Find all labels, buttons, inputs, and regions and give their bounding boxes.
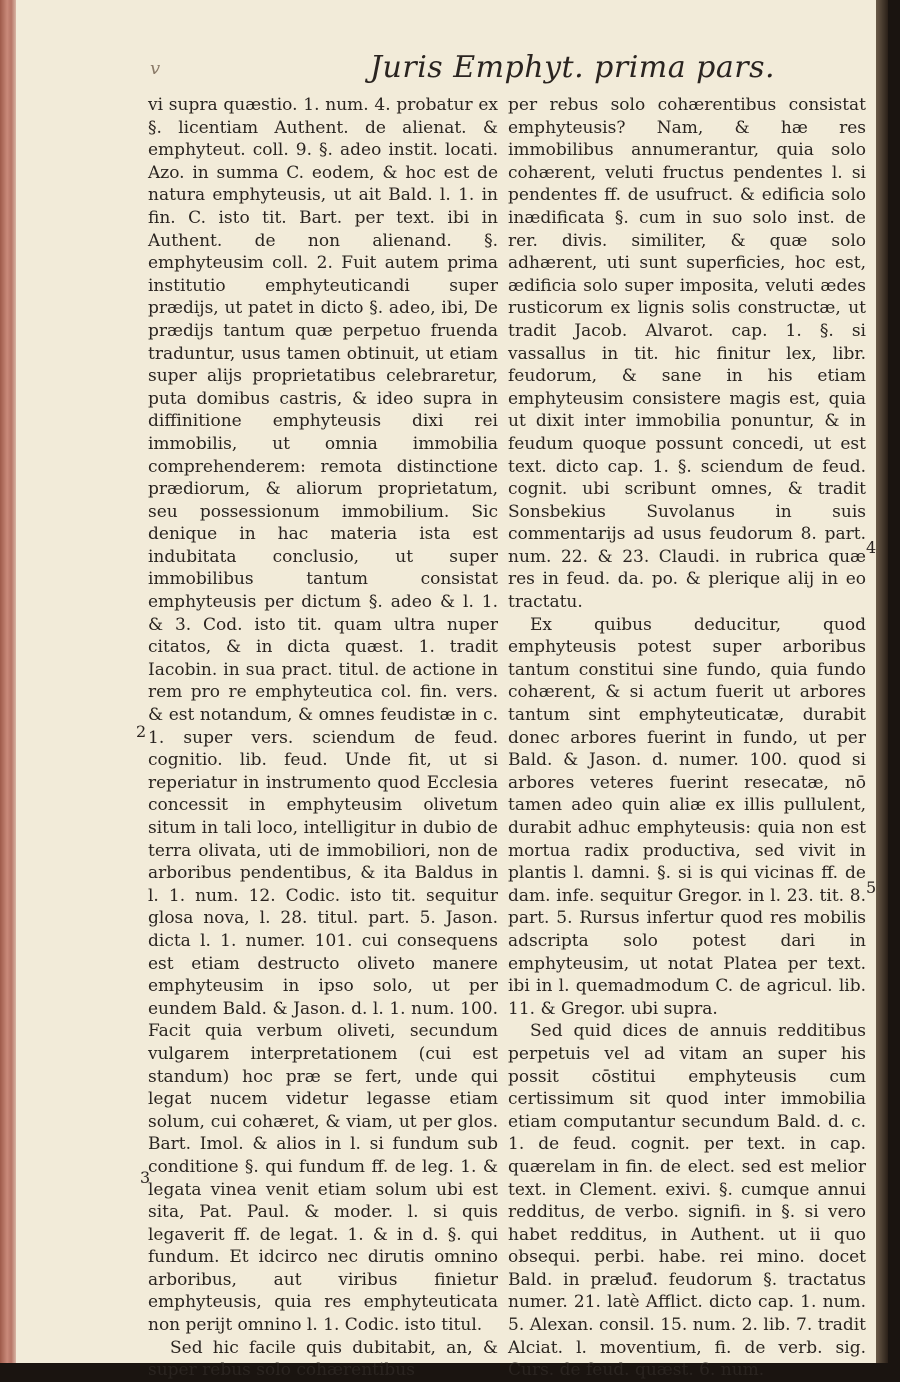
binding-spine bbox=[0, 0, 16, 1363]
left-paragraph: vi supra quæstio. 1. num. 4. probatur ex §. licentiam Authent. de alienat. & emphyteut. coll. 9. §. adeo instit. locati. Azo. in summa C. eodem, & hoc est de natura emphyteusis, ut ait Bald. l. 1. in fin. C. isto tit. Bart. per text. ibi in Authent. de non alienand. §. emphyteusim coll. 2. Fuit autem prima institutio emphyteuticandi super prædijs, ut patet in dicto §. adeo, ibi, De prædijs tantum quæ perpetuo fruenda traduntur, usus tamen obtinuit, ut etiam super alijs proprietatibus celebraretur, puta domibus castris, & ideo supra in diffinitione emphyteusis dixi rei immobilis, ut omnia immobilia comprehenderem: remota distinctione prædiorum, & aliorum proprietatum, seu possessionum immobilium. Sic denique in hac materia ista est indubitata conclusio, ut super immobilibus tantum consistat emphyteusis per dictum §. adeo & l. 1. & 3. Cod. isto tit. quam ultra nuper citatos, & in dicta quæst. 1. tradit Iacobin. in sua pract. titul. de actione in rem pro re emphyteutica col. fin. vers. & est notandum, & omnes feudistæ in c. 1. super vers. sciendum de feud. cognitio. lib. feud. Unde fit, ut si reperiatur in instrumento quod Ecclesia concessit in emphyteusim olivetum situm in tali loco, intelligitur in dubio de terra olivata, uti de immobiliori, non de arboribus pendentibus, & ita Baldus in l. 1. num. 12. Codic. isto tit. sequitur glosa nova, l. 28. titul. part. 5. Jason. dicta l. 1. numer. 101. cui consequens est etiam destructo oliveto manere emphyteusim in ipso solo, ut per eundem Bald. & Jason. d. l. 1. num. 100. Facit quia verbum oliveti, secundum vulgarem interpretationem (cui est standum) hoc præ se fert, unde qui legat nucem videtur legasse etiam solum, cui cohæret, & viam, ut per glos. Bart. Imol. & alios in l. si fundum sub conditione §. qui fundum ff. de leg. 1. & legata vinea venit etiam solum ubi est sita, Pat. Paul. & moder. l. si quis legaverit ff. de legat. 1. & in d. §. qui fundum. Et idcirco nec dirutis omnino arboribus, aut viribus finietur emphyteusis, quia res emphyteuticata non perijt omnino l. 1. Codic. isto titul. bbox=[148, 95, 498, 1336]
margin-number: 3 bbox=[140, 1168, 151, 1187]
margin-number: 5 bbox=[866, 878, 877, 897]
right-paragraph: Ex quibus deducitur, quod emphyteusis potest super arboribus tantum constitui sine fundo, quia fundo cohærent, & si actum fuerit ut arbores tantum sint emphyteuticatæ, durabit donec arbores fuerint in fundo, ut per Bald. & Jason. d. numer. 100. quod si arbores veteres fuerint resecatæ, nō tamen adeo quin aliæ ex illis pullulent, durabit adhuc emphyteusis: quia non est mortua radix productiva, sed vivit in plantis l. damni. §. si is qui vicinas ff. de dam. infe. sequitur Gregor. in l. 23. tit. 8. part. 5. Rursus infertur quod res mobilis adscripta solo potest dari in emphyteusim, ut notat Platea per text. ibi in l. quemadmodum C. de agricul. lib. 11. & Gregor. ubi supra. bbox=[508, 614, 866, 1019]
corner-mark: v bbox=[150, 58, 161, 79]
margin-number: 2 bbox=[136, 722, 147, 741]
right-paragraph: Sed quid dices de annuis redditibus perpetuis vel ad vitam an super his possit cōstitui emphyteusis cum certissimum sit quod inter immobilia etiam computantur secundum Bald. d. c. 1. de feud. cognit. per text. in cap. quærelam in fin. de elect. sed est melior text. in Clement. exivi. §. cumque annui redditus, de verbo. signifi. in §. si vero habet redditus, in Authent. ut ii quo obsequi. perbi. habe. rei mino. docet Bald. in præluđ. feudorum §. tractatus numer. 21. latè Afflict. dicto cap. 1. num. 5. Alexan. consil. 15. num. 2. lib. 7. tradit Alciat. l. moventium, fi. de verb. sig. Curs. de feud. quæst. 6. num. bbox=[508, 1021, 866, 1381]
right-paragraph: per rebus solo cohærentibus consistat emphyteusis? Nam, & hæ res immobilibus annumerantur, quia solo cohærent, veluti fructus pendentes l. si pendentes ff. de usufruct. & edificia solo inædificata §. cum in suo solo inst. de rer. divis. similiter, & quæ solo adhærent, uti sunt superficies, hoc est, ædificia solo super imposita, veluti ædes rusticorum ex lignis solis constructæ, ut tradit Jacob. Alvarot. cap. 1. §. si vassallus in tit. hic finitur lex, libr. feudorum, & sane in his etiam emphyteusim consistere magis est, quia ut dixit inter immobilia ponuntur, & in feudum quoque possunt concedi, ut est text. dicto cap. 1. §. sciendum de feud. cognit. ubi scribunt omnes, & tradit Sonsbekius Suvolanus in suis commentarijs ad usus feudorum 8. part. num. 22. & 23. Claudi. in rubrica quæ res in feud. da. po. & plerique alij in eo tractatu. bbox=[508, 95, 866, 613]
left-paragraph: Sed hic facile quis dubitabit, an, & super rebus solo cohærentibus bbox=[148, 1337, 498, 1381]
running-title: Juris Emphyt. prima pars. bbox=[370, 50, 776, 85]
left-column bbox=[148, 94, 498, 1382]
margin-number: 4 bbox=[866, 538, 877, 557]
page-edge bbox=[876, 0, 888, 1363]
right-column bbox=[508, 94, 866, 1382]
